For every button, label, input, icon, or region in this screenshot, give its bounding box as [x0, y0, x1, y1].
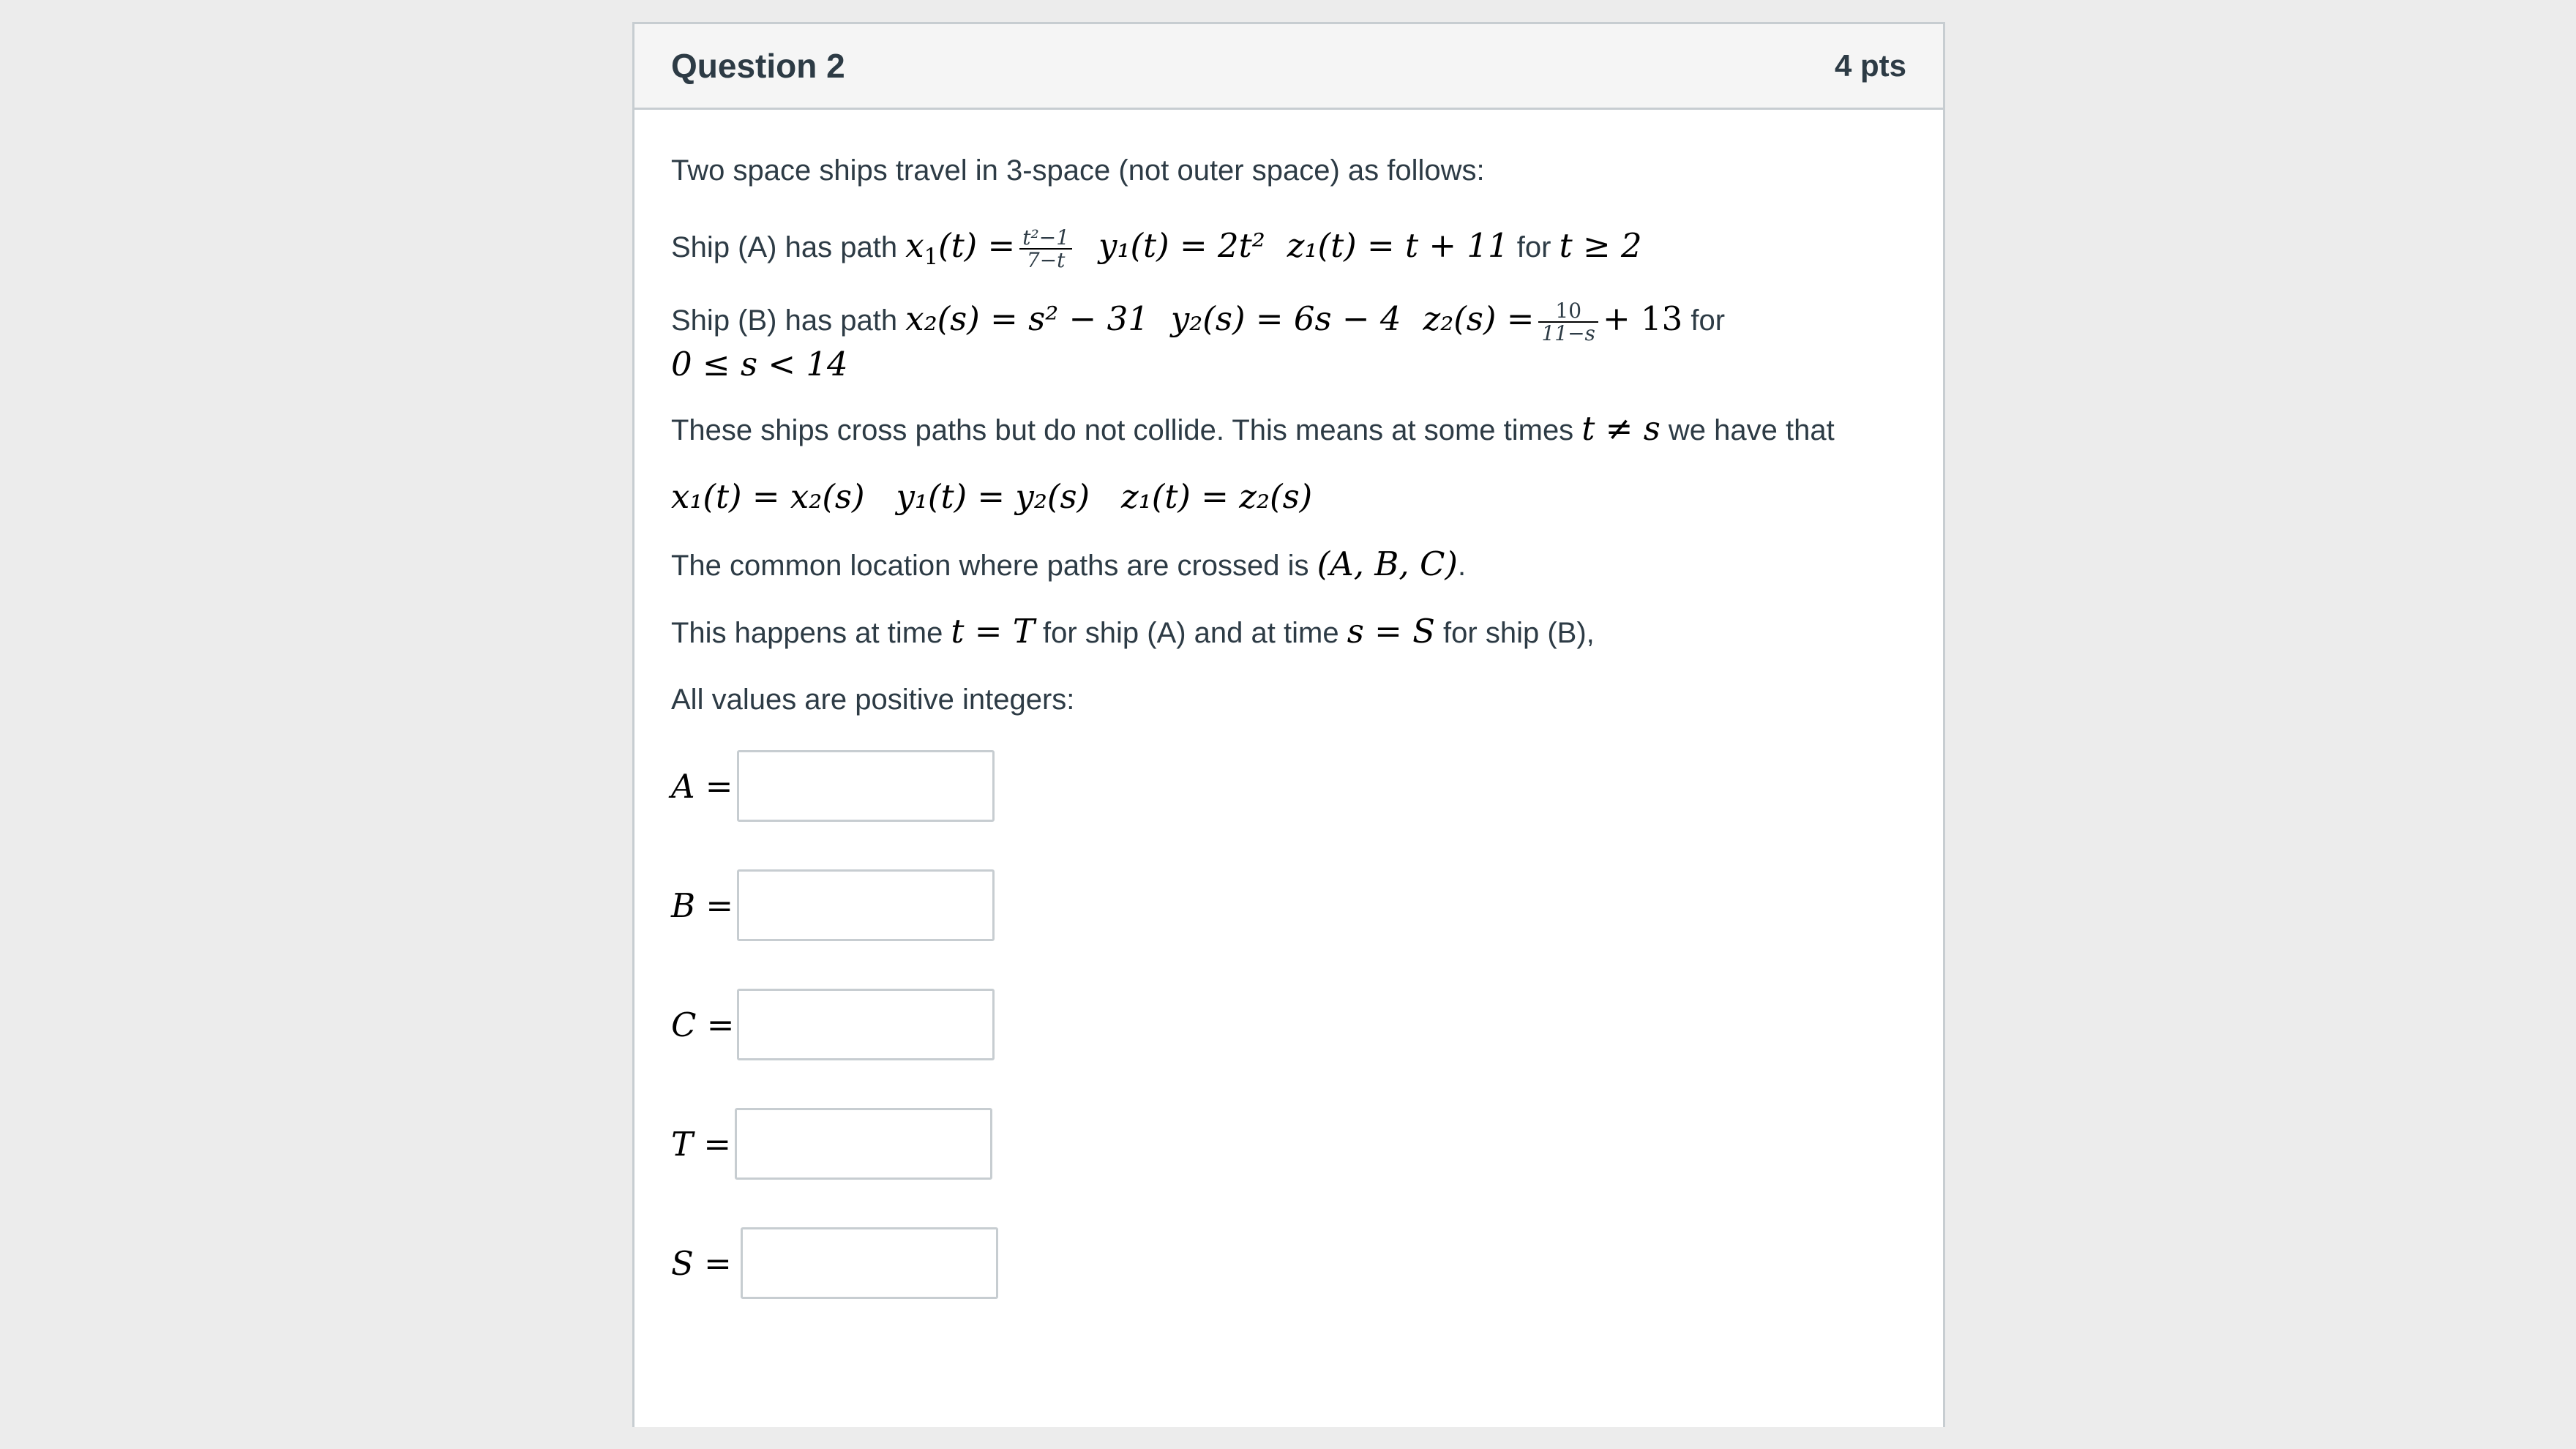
ship-a-z-expr: z₁(t) = t + 11 [1287, 226, 1509, 265]
location-tail: . [1457, 550, 1467, 582]
cross-paths-lead: These ships cross paths but do not collide. This means at some times [671, 414, 1582, 446]
answer-row-s [671, 1225, 1906, 1301]
time-tail: for ship (B), [1434, 617, 1595, 649]
question-title: Question 2 [671, 47, 845, 85]
ship-a-prefix: Ship (A) has path [671, 231, 906, 263]
time-middle: for ship (A) and at time [1034, 617, 1347, 649]
answer-label-b: B = [671, 886, 734, 925]
intro-text: Two space ships travel in 3-space (not outer space) as follows: [671, 154, 1485, 187]
answer-input-b[interactable] [737, 869, 995, 941]
answer-label-s: S = [671, 1243, 732, 1283]
answer-row-b [671, 867, 1906, 943]
question-body [634, 110, 1943, 1301]
ship-a-fraction: $\frac{\text{t²−1}}{7-t}$ [1019, 227, 1072, 272]
time-math-t: t = T [951, 612, 1035, 651]
ship-b-y-expr: y₂(s) = 6s − 4 [1170, 299, 1401, 338]
answer-input-a[interactable] [737, 750, 995, 822]
cross-paths-text [671, 410, 1906, 448]
time-text [671, 612, 1906, 651]
ship-b-condition-line [671, 345, 1906, 383]
question-card [632, 22, 1945, 1427]
time-math-s: s = S [1347, 612, 1435, 651]
time-lead: This happens at time [671, 617, 951, 649]
answer-label-a: A = [671, 766, 733, 806]
ship-a-y-expr: y₁(t) = 2t² [1098, 226, 1265, 265]
ship-b-path [671, 299, 1906, 346]
ship-b-z-lhs: z₂(s) = [1423, 299, 1535, 338]
answer-fields [671, 748, 1906, 1301]
location-text [671, 544, 1906, 584]
question-points: 4 pts [1834, 48, 1906, 83]
location-math: (A, B, C) [1317, 544, 1458, 583]
answer-row-c [671, 986, 1906, 1063]
ship-b-z-rhs: + 13 [1602, 299, 1683, 338]
cross-paths-tail: we have that [1660, 414, 1835, 446]
location-lead: The common location where paths are crossed is [671, 550, 1317, 582]
ship-a-path [671, 225, 1906, 273]
ship-b-condition: 0 ≤ s < 14 [671, 345, 848, 383]
answer-label-t: T = [671, 1124, 732, 1164]
answer-input-c[interactable] [737, 989, 995, 1060]
ship-a-for: for [1508, 231, 1560, 263]
ship-b-prefix: Ship (B) has path [671, 304, 906, 337]
answer-label-c: C = [671, 1005, 735, 1044]
ship-a-x-expr: $x_1(t)$ = [905, 226, 1016, 270]
cross-paths-math: t ≠ s [1581, 409, 1660, 448]
ship-a-condition: t ≥ 2 [1559, 226, 1642, 265]
answer-input-s[interactable] [741, 1227, 998, 1299]
crossing-equations: x₁(t) = x₂(s) y₁(t) = y₂(s) z₁(t) = z₂(s) [671, 477, 1313, 516]
question-header [634, 24, 1943, 110]
ship-b-for: for [1682, 304, 1726, 337]
positive-integers-text: All values are positive integers: [671, 684, 1075, 716]
answer-row-t [671, 1106, 1906, 1182]
ship-b-x-expr: x₂(s) = s² − 31 [905, 299, 1149, 338]
equations-line [671, 477, 1906, 517]
ship-b-fraction: $\frac{10}{11-s}$ [1538, 300, 1598, 345]
answer-row-a [671, 748, 1906, 824]
answer-input-t[interactable] [735, 1108, 992, 1180]
